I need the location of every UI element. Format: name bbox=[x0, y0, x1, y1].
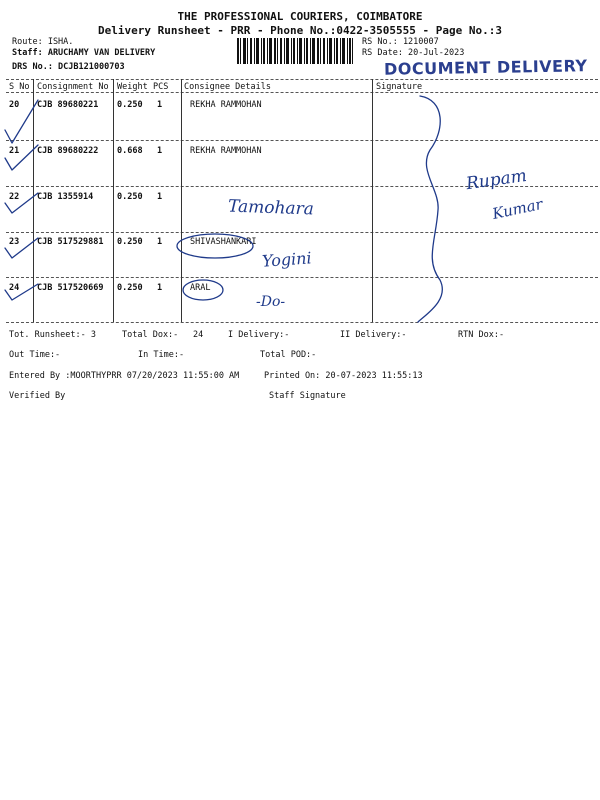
printed-on: Printed On: 20-07-2023 11:55:13 bbox=[264, 371, 423, 381]
total-dox-label: Total Dox:- bbox=[122, 330, 179, 340]
row-weight: 0.250 bbox=[117, 192, 143, 202]
drs-number: DRS No.: DCJB121000703 bbox=[12, 62, 125, 72]
consignee-circle bbox=[177, 234, 253, 258]
ii-delivery: II Delivery:- bbox=[340, 330, 407, 340]
total-pod: Total POD:- bbox=[260, 350, 317, 360]
signature-brace bbox=[418, 96, 442, 322]
row-consignment: CJB 89680221 bbox=[37, 100, 99, 110]
tick-mark bbox=[5, 193, 38, 213]
col-header-sno: S No bbox=[9, 82, 30, 92]
col-header-signature: Signature bbox=[376, 82, 423, 92]
row-pcs: 1 bbox=[157, 237, 163, 247]
total-dox-value: 24 bbox=[193, 330, 204, 340]
i-delivery: I Delivery:- bbox=[228, 330, 290, 340]
row-sno: 22 bbox=[9, 192, 20, 202]
row-consignee: SHIVASHANKARI bbox=[190, 237, 257, 247]
col-header-pcs: PCS bbox=[153, 82, 169, 92]
handwritten-signature: Kumar bbox=[490, 194, 545, 224]
row-consignee: ARAL bbox=[190, 283, 211, 293]
in-time: In Time:- bbox=[138, 350, 185, 360]
rs-number: RS No.: 1210007 bbox=[362, 37, 439, 47]
row-weight: 0.250 bbox=[117, 100, 143, 110]
col-header-consignee: Consignee Details bbox=[184, 82, 271, 92]
staff-signature: Staff Signature bbox=[269, 391, 346, 401]
tick-mark bbox=[5, 238, 38, 258]
tick-mark bbox=[5, 100, 38, 143]
handwritten-name: Tamohara bbox=[227, 196, 315, 220]
rs-date: RS Date: 20-Jul-2023 bbox=[362, 48, 465, 58]
runsheet-subtitle: Delivery Runsheet - PRR - Phone No.:0422-3505555 - Page No.:3 bbox=[98, 24, 502, 37]
tick-mark bbox=[5, 145, 38, 170]
row-consignment: CJB 89680222 bbox=[37, 146, 99, 156]
tot-runsheet: Tot. Runsheet:- 3 bbox=[9, 330, 96, 340]
row-weight: 0.250 bbox=[117, 237, 143, 247]
row-sno: 21 bbox=[9, 146, 20, 156]
entered-by: Entered By :MOORTHYPRR 07/20/2023 11:55:00 AM bbox=[9, 371, 240, 381]
row-sno: 20 bbox=[9, 100, 20, 110]
handwritten-name: Yogini bbox=[261, 248, 313, 271]
verified-by: Verified By bbox=[9, 391, 66, 401]
rtn-dox: RTN Dox:- bbox=[458, 330, 505, 340]
row-consignment: CJB 517520669 bbox=[37, 283, 104, 293]
row-consignment: CJB 1355914 bbox=[37, 192, 94, 202]
company-title: THE PROFESSIONAL COURIERS, COIMBATORE bbox=[177, 10, 423, 23]
row-consignee: REKHA RAMMOHAN bbox=[190, 146, 262, 156]
row-pcs: 1 bbox=[157, 192, 163, 202]
row-consignee: REKHA RAMMOHAN bbox=[190, 100, 262, 110]
row-consignment: CJB 517529881 bbox=[37, 237, 104, 247]
row-sno: 24 bbox=[9, 283, 20, 293]
consignee-circle bbox=[183, 280, 223, 300]
handwritten-ditto: -Do- bbox=[256, 294, 286, 310]
staff-label: Staff: ARUCHAMY VAN DELIVERY bbox=[12, 48, 156, 58]
row-pcs: 1 bbox=[157, 146, 163, 156]
document-delivery-stamp: DOCUMENT DELIVERY bbox=[383, 56, 588, 79]
row-sno: 23 bbox=[9, 237, 20, 247]
handwritten-signature: Rupam bbox=[464, 165, 528, 195]
row-weight: 0.250 bbox=[117, 283, 143, 293]
col-header-weight: Weight bbox=[117, 82, 148, 92]
out-time: Out Time:- bbox=[9, 350, 61, 360]
col-header-consignment: Consignment No bbox=[37, 82, 109, 92]
row-pcs: 1 bbox=[157, 100, 163, 110]
row-pcs: 1 bbox=[157, 283, 163, 293]
tick-mark bbox=[5, 284, 38, 300]
row-weight: 0.668 bbox=[117, 146, 143, 156]
route-label: Route: ISHA. bbox=[12, 37, 74, 47]
